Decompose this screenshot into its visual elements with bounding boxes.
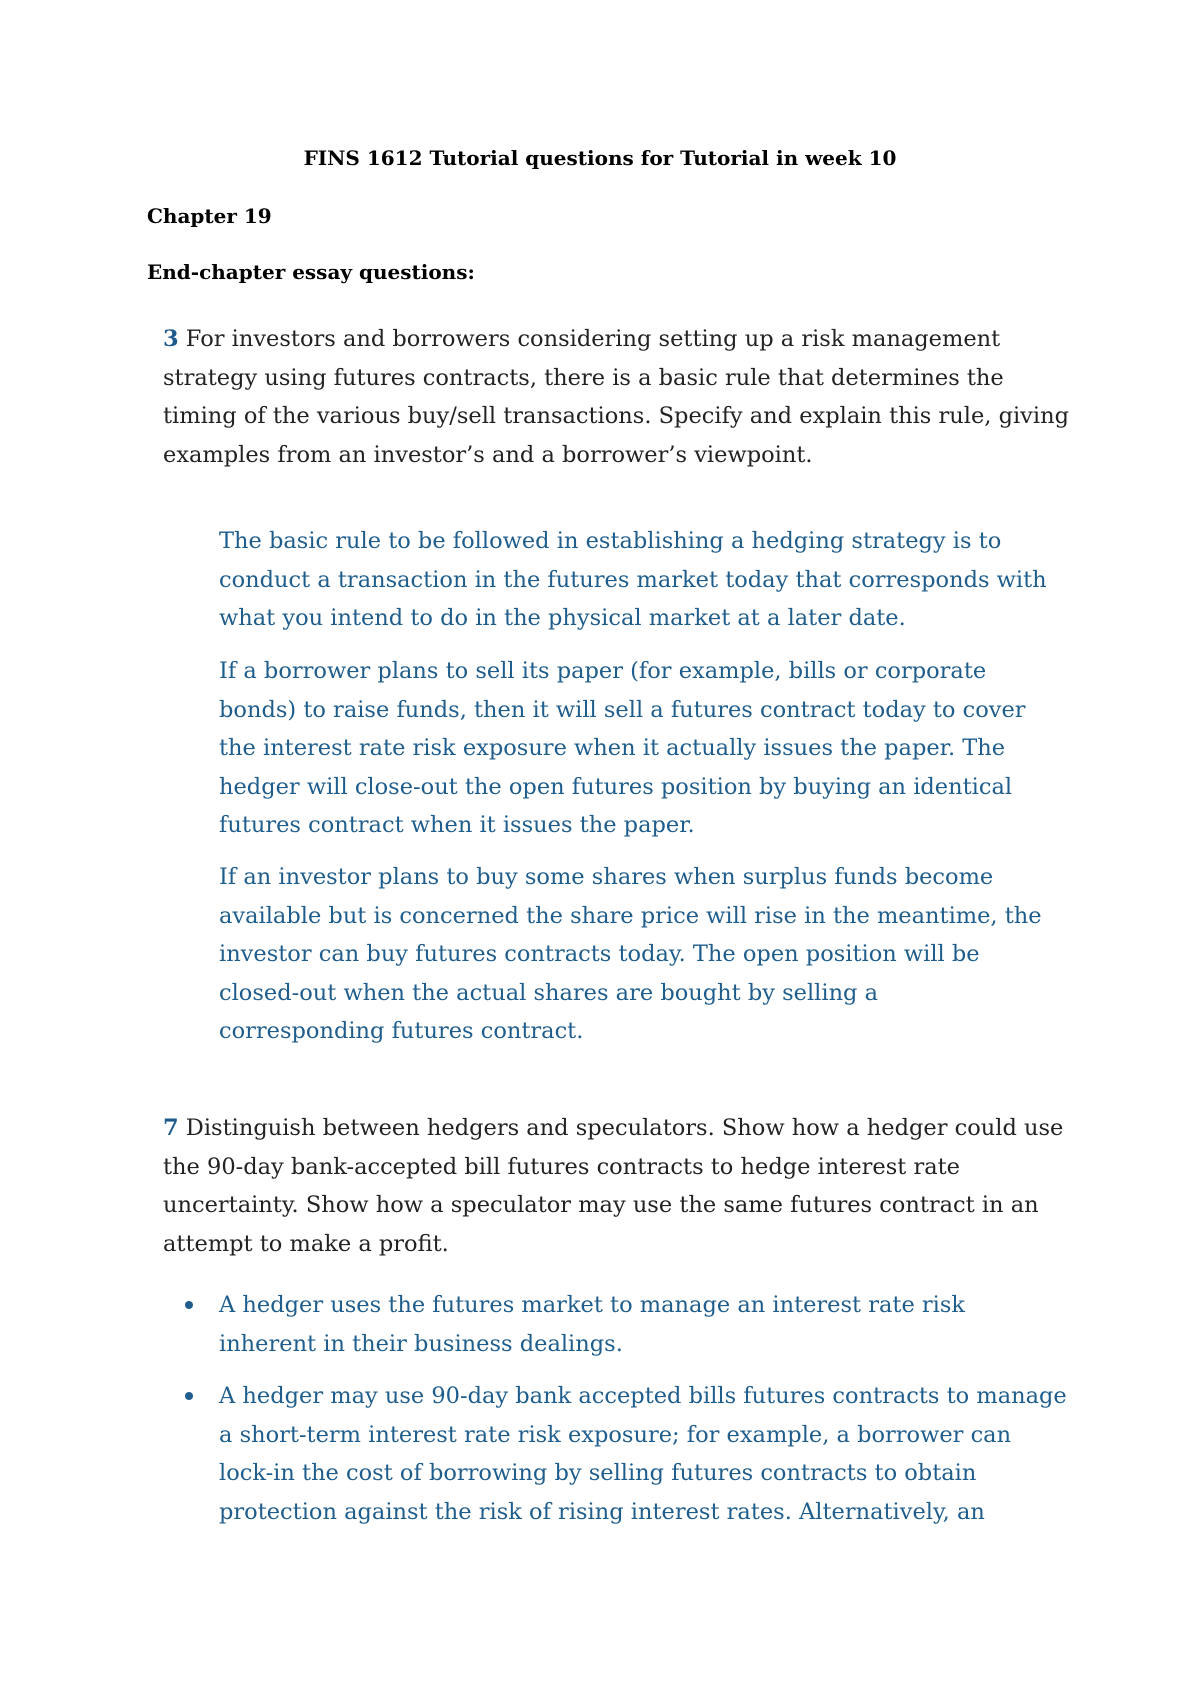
bullet-icon bbox=[185, 1301, 193, 1309]
bullet-text: A hedger may use 90-day bank accepted bills futures contracts to manage a short-term interest rate risk exposure; for example, a borrower can lock-in the cost of borrowing by selling futures contracts to obtain protection against the risk of rising interest rates. Alternatively, an bbox=[219, 1383, 1067, 1525]
chapter-heading: Chapter 19 bbox=[147, 204, 272, 228]
question-text: For investors and borrowers considering setting up a risk management strategy using futures contracts, there is a basic rule that determines the timing of the various buy/sell transactions. Specify and explain this rule, giving examples from an investor’s and a borrower’s viewpoint. bbox=[163, 326, 1069, 468]
question-7 bbox=[163, 1109, 1073, 1263]
answer-bullet-2 bbox=[219, 1377, 1069, 1531]
section-heading: End-chapter essay questions: bbox=[147, 260, 475, 284]
question-text: Distinguish between hedgers and speculators. Show how a hedger could use the 90-day bank-accepted bill futures contracts to hedge interest rate uncertainty. Show how a speculator may use the same futures contract in an attempt to make a profit. bbox=[163, 1115, 1064, 1257]
bullet-icon bbox=[185, 1392, 193, 1400]
answer-paragraph-3: If an investor plans to buy some shares when surplus funds become available but is concerned the share price will rise in the meantime, the investor can buy futures contracts today. The open position will be closed-out when the actual shares are bought by selling a corresponding futures contract. bbox=[219, 864, 1042, 1045]
question-3 bbox=[163, 320, 1073, 474]
bullet-text: A hedger uses the futures market to manage an interest rate risk inherent in their business dealings. bbox=[219, 1292, 966, 1357]
answer-bullet-1 bbox=[219, 1286, 1069, 1363]
question-number: 3 bbox=[163, 326, 179, 352]
question-number: 7 bbox=[163, 1115, 179, 1141]
answer-paragraph-2: If a borrower plans to sell its paper (for example, bills or corporate bonds) to raise funds, then it will sell a futures contract today to cover the interest rate risk exposure when it actually issues the paper. The hedger will close-out the open futures position by buying an identical futures contract when it issues the paper. bbox=[219, 658, 1026, 839]
answer-paragraph-1: The basic rule to be followed in establishing a hedging strategy is to conduct a transaction in the futures market today that corresponds with what you intend to do in the physical market at a later date. bbox=[219, 528, 1047, 632]
page-title: FINS 1612 Tutorial questions for Tutorial in week 10 bbox=[303, 146, 897, 170]
